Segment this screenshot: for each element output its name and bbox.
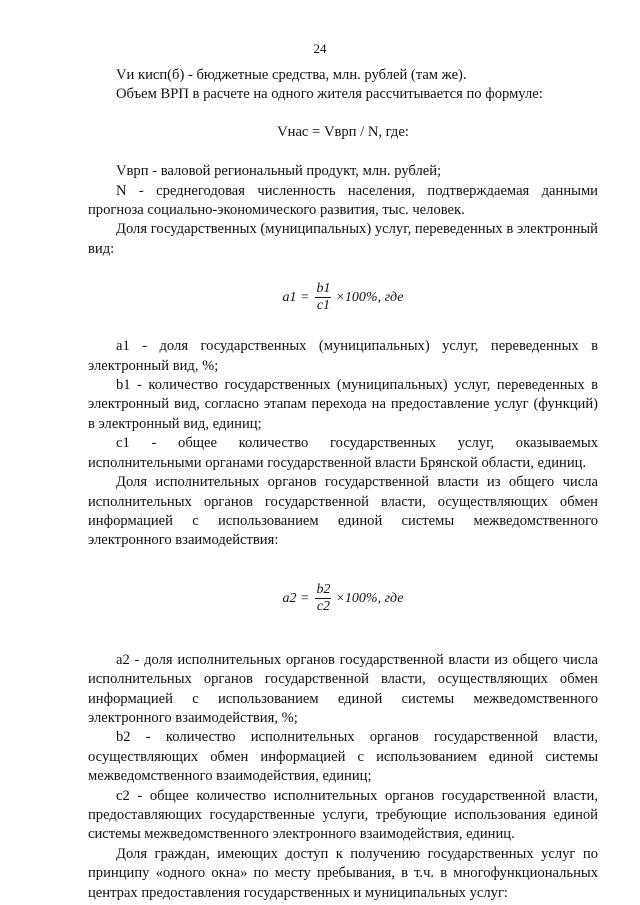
paragraph-a2-definition: a2 - доля исполнительных органов государственной власти из общего числа исполнительных органов государственной власти, осуществляющих обмен информацией с использованием единой системы межведомственного электронного взаимодействия, %; bbox=[88, 651, 598, 726]
formula-a1-rest: ×100%, где bbox=[335, 289, 404, 305]
paragraph-organs-share-intro: Доля исполнительных органов государственной власти из общего числа исполнительных органов государственной власти, осуществляющих обмен информацией с использованием единой системы межведомственного электронного взаимодействия: bbox=[88, 474, 598, 549]
formula-a1 bbox=[88, 267, 598, 327]
paragraph-vvrp-definition: Vврп - валовой региональный продукт, млн. рублей; bbox=[116, 163, 442, 180]
formula-a1-denominator: c1 bbox=[316, 297, 331, 313]
formula-a2-fraction bbox=[315, 582, 331, 615]
paragraph-budget-funds: Vи кисп(б) - бюджетные средства, млн. рублей (там же). bbox=[116, 67, 467, 83]
paragraph-one-window-intro: Доля граждан, имеющих доступ к получению государственных услуг по принципу «одного окна» по месту пребывания, в т.ч. в многофункциональных центрах предоставления государственных и муниципальных услуг: bbox=[88, 845, 598, 901]
paragraph-n-definition: N - среднегодовая численность населения, подтверждаемая данными прогноза социально-экономического развития, тыс. человек. bbox=[88, 182, 598, 219]
formula-a1-fraction bbox=[315, 281, 331, 314]
formula-vnas: Vнас = Vврп / N, где: bbox=[277, 123, 409, 140]
paragraph-c2-definition: c2 - общее количество исполнительных органов государственной власти, предоставляющих государственные услуги, требующие использования единой системы межведомственного электронного взаимодействия, единиц. bbox=[88, 787, 598, 843]
page-number: 24 bbox=[313, 41, 327, 56]
paragraph-a1-definition: a1 - доля государственных (муниципальных) услуг, переведенных в электронный вид, %; bbox=[88, 338, 598, 374]
paragraph-services-share-intro: Доля государственных (муниципальных) услуг, переведенных в электронный вид: bbox=[88, 221, 598, 257]
formula-a2-rest: ×100%, где bbox=[335, 591, 404, 607]
formula-a2-lhs: a2 = bbox=[282, 591, 310, 607]
formula-a2-numerator: b2 bbox=[316, 582, 331, 598]
document-body bbox=[88, 66, 598, 903]
formula-a2 bbox=[88, 569, 598, 629]
paragraph-vrp-intro: Объем ВРП в расчете на одного жителя рассчитывается по формуле: bbox=[116, 86, 543, 103]
paragraph-b1-definition: b1 - количество государственных (муниципальных) услуг, переведенных в электронный вид, согласно этапам перехода на предоставление услуг (функций) в электронный вид, единиц; bbox=[88, 377, 598, 432]
formula-a2-denominator: c2 bbox=[316, 599, 331, 615]
paragraph-b2-definition: b2 - количество исполнительных органов государственной власти, осуществляющих обмен информацией с использованием единой системы межведомственного взаимодействия, единиц; bbox=[88, 729, 598, 785]
formula-a1-lhs: a1 = bbox=[282, 289, 310, 305]
formula-a1-numerator: b1 bbox=[316, 280, 331, 296]
paragraph-c1-definition: c1 - общее количество государственных услуг, оказываемых исполнительными органами государственной власти Брянской области, единиц. bbox=[88, 435, 598, 471]
